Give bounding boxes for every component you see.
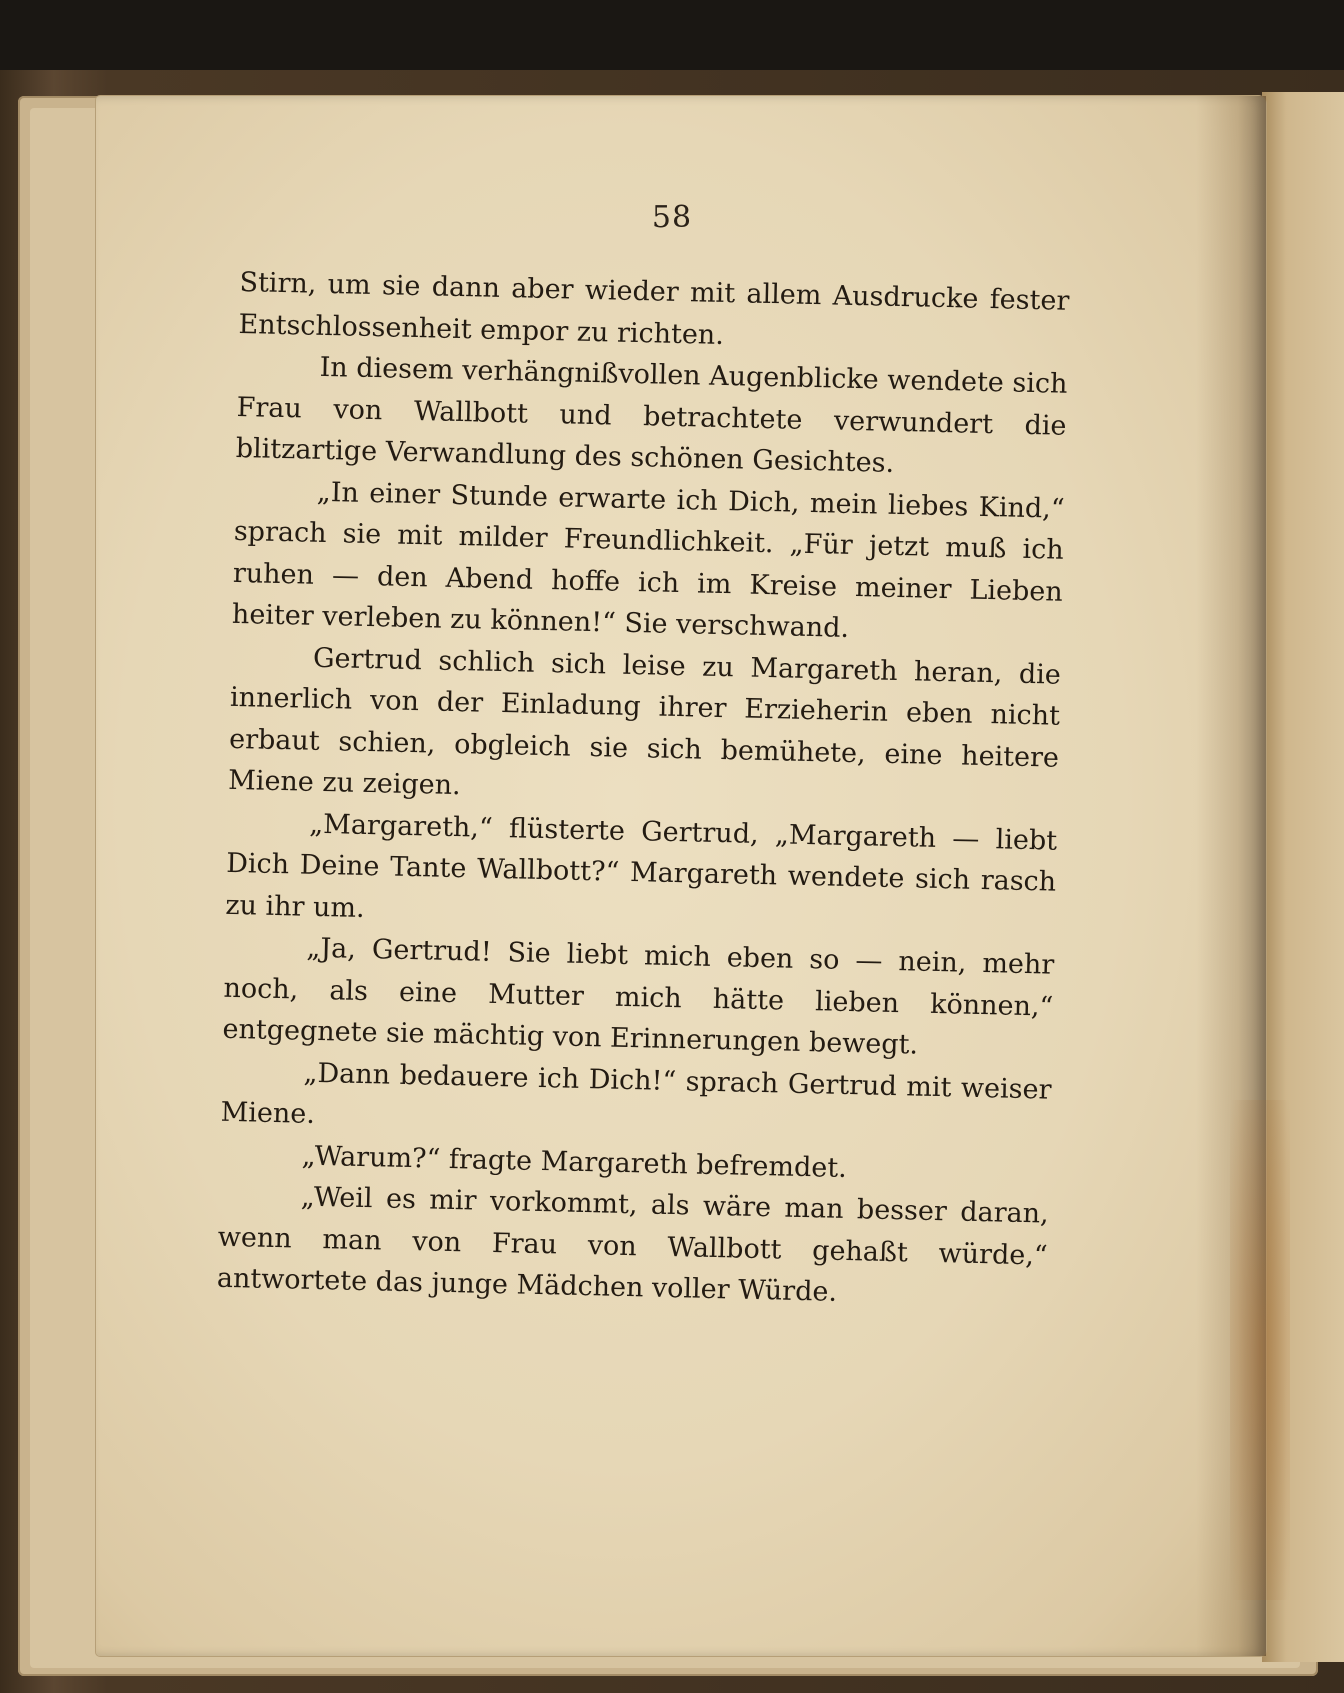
- paragraph: „Dann bedauere ich Dich!“ sprach Gertrud mit weiser Miene.: [220, 1057, 1052, 1130]
- paragraph: Stirn, um sie dann aber wieder mit allem Ausdrucke fester Entschlossenheit empor zu richten.: [238, 266, 1070, 351]
- paragraph: „Weil es mir vorkommt, als wäre man besser daran, wenn man von Frau von Wallbott gehaßt würde,“ antwortete das junge Mädchen voller Würde.: [216, 1181, 1049, 1308]
- paragraph: „Warum?“ fragte Margareth befremdet.: [301, 1140, 848, 1184]
- page-number: 58: [651, 200, 693, 235]
- paragraph: „Ja, Gertrud! Sie liebt mich eben so — nein, mehr noch, als eine Mutter mich hätte lieben können,“ entgegnete sie mächtig von Erinnerungen bewegt.: [222, 932, 1055, 1061]
- page-body-text: [216, 262, 1069, 1318]
- page-stain: [1230, 1100, 1290, 1600]
- paragraph: Gertrud schlich sich leise zu Margareth heran, die innerlich von der Einladung ihrer Erzieherin eben nicht erbaut schien, obgleich sie sich bemühete, eine heitere Miene zu zeigen.: [227, 642, 1062, 802]
- paragraph: In diesem verhängnißvollen Augenblicke wendete sich Frau von Wallbott und betrachtete verwundert die blitzartige Verwandlung des schönen Gesichtes.: [235, 351, 1068, 479]
- paragraph: „Margareth,“ flüsterte Gertrud, „Margareth — liebt Dich Deine Tante Wallbott?“ Margareth wendete sich rasch zu ihr um.: [225, 808, 1058, 924]
- paragraph: „In einer Stunde erwarte ich Dich, mein liebes Kind,“ sprach sie mit milder Freundlichkeit. „Für jetzt muß ich ruhen — den Abend hoffe ich im Kreise meiner Lieben heiter verleben zu können!“ Sie verschwand.: [231, 476, 1065, 644]
